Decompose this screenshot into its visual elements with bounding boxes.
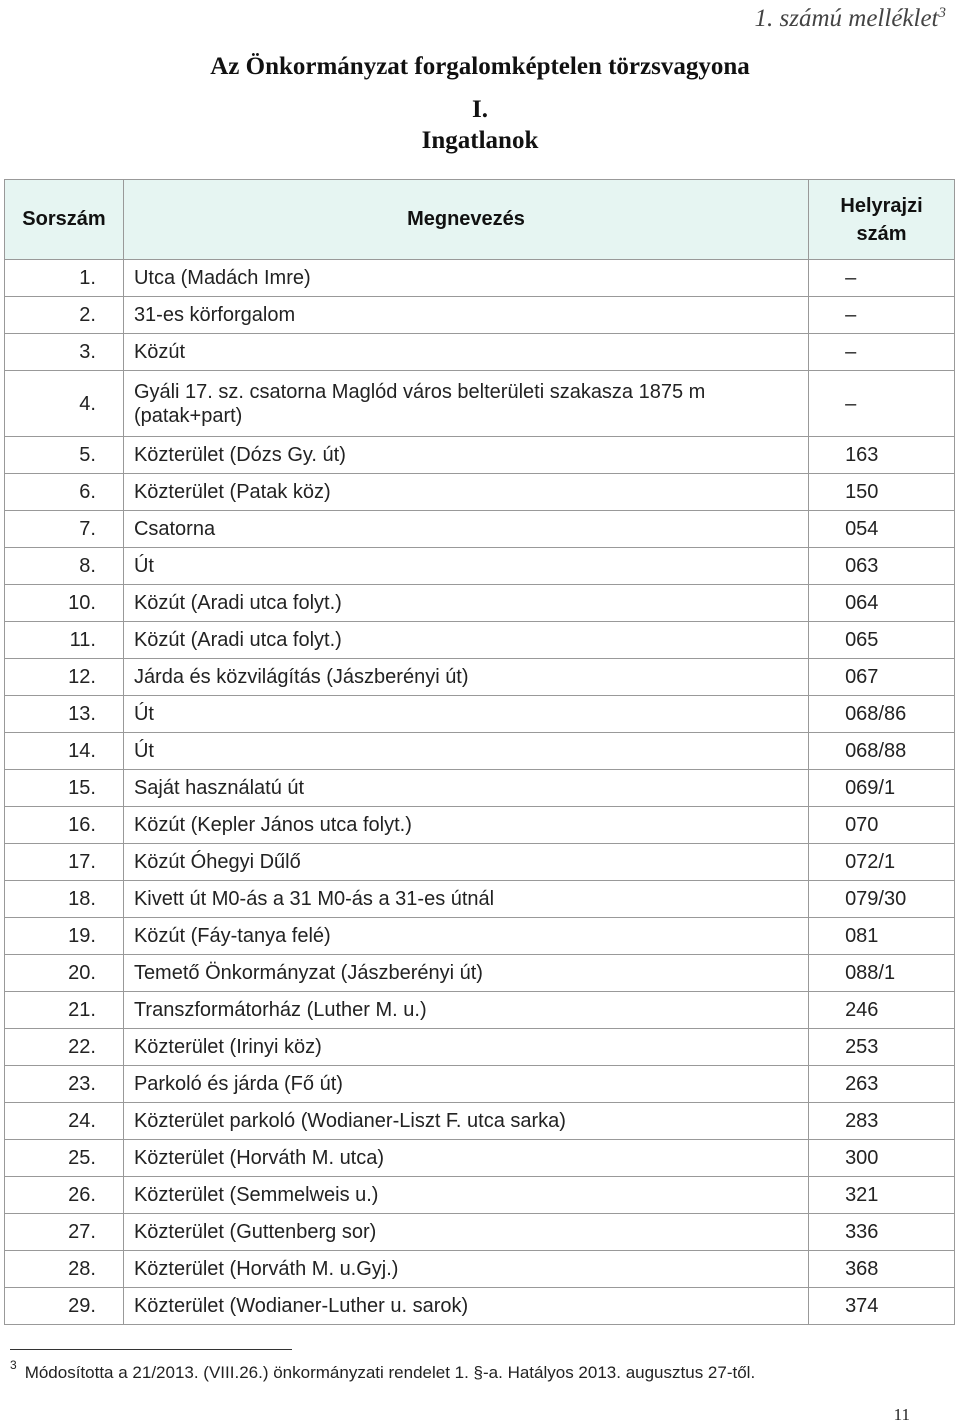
row-number: 12. xyxy=(5,659,124,696)
table-row xyxy=(5,1214,955,1251)
row-name: Közterület (Irinyi köz) xyxy=(123,1029,808,1066)
row-number: 24. xyxy=(5,1103,124,1140)
row-hrsz: 068/88 xyxy=(809,733,955,770)
row-number: 19. xyxy=(5,918,124,955)
row-hrsz: 374 xyxy=(809,1288,955,1325)
row-hrsz: 068/86 xyxy=(809,696,955,733)
row-hrsz: 054 xyxy=(809,511,955,548)
row-name: Közterület parkoló (Wodianer-Liszt F. utca sarka) xyxy=(123,1103,808,1140)
table-row xyxy=(5,334,955,371)
row-name: Saját használatú út xyxy=(123,770,808,807)
row-name: Közút Óhegyi Dűlő xyxy=(123,844,808,881)
row-name: Közterület (Guttenberg sor) xyxy=(123,1214,808,1251)
row-name-line2: (patak+part) xyxy=(133,404,243,427)
row-hrsz: 336 xyxy=(809,1214,955,1251)
row-hrsz: – xyxy=(809,371,955,437)
row-name: Közterület (Dózs Gy. út) xyxy=(123,437,808,474)
row-name: Parkoló és járda (Fő út) xyxy=(123,1066,808,1103)
row-number: 21. xyxy=(5,992,124,1029)
row-number: 14. xyxy=(5,733,124,770)
table-row xyxy=(5,1288,955,1325)
row-hrsz: 300 xyxy=(809,1140,955,1177)
row-number: 3. xyxy=(5,334,124,371)
row-number: 22. xyxy=(5,1029,124,1066)
row-hrsz: 088/1 xyxy=(809,955,955,992)
footnote-text: Módosította a 21/2013. (VIII.26.) önkormányzati rendelet 1. §-a. Hatályos 2013. augusztus 27-től. xyxy=(24,1363,756,1382)
row-name: Közút (Kepler János utca folyt.) xyxy=(123,807,808,844)
row-hrsz: 253 xyxy=(809,1029,955,1066)
table-header-row xyxy=(5,180,955,260)
row-hrsz: 368 xyxy=(809,1251,955,1288)
row-number: 16. xyxy=(5,807,124,844)
row-number: 17. xyxy=(5,844,124,881)
header-name: Megnevezés xyxy=(123,180,808,260)
table-row xyxy=(5,297,955,334)
table-row xyxy=(5,371,955,437)
row-name: Közterület (Semmelweis u.) xyxy=(123,1177,808,1214)
table-row xyxy=(5,1140,955,1177)
row-number: 13. xyxy=(5,696,124,733)
table-row xyxy=(5,733,955,770)
table-row xyxy=(5,844,955,881)
row-hrsz: 321 xyxy=(809,1177,955,1214)
row-name: Temető Önkormányzat (Jászberényi út) xyxy=(123,955,808,992)
table-row xyxy=(5,1029,955,1066)
row-name: Csatorna xyxy=(123,511,808,548)
row-number: 11. xyxy=(5,622,124,659)
row-number: 25. xyxy=(5,1140,124,1177)
row-hrsz: 246 xyxy=(809,992,955,1029)
table-row xyxy=(5,437,955,474)
row-name: Transzformátorház (Luther M. u.) xyxy=(123,992,808,1029)
table-row xyxy=(5,918,955,955)
table-row xyxy=(5,260,955,297)
table-row xyxy=(5,881,955,918)
row-hrsz: 081 xyxy=(809,918,955,955)
row-number: 18. xyxy=(5,881,124,918)
row-name: Út xyxy=(123,696,808,733)
row-name: Közterület (Horváth M. utca) xyxy=(123,1140,808,1177)
row-number: 23. xyxy=(5,1066,124,1103)
assets-table xyxy=(4,179,955,1325)
header-hrsz-line2: szám xyxy=(856,222,907,245)
table-row xyxy=(5,955,955,992)
row-name: Út xyxy=(123,733,808,770)
footnote xyxy=(10,1358,755,1383)
page-number: 11 xyxy=(893,1405,910,1424)
row-number: 2. xyxy=(5,297,124,334)
row-name: Közterület (Horváth M. u.Gyj.) xyxy=(123,1251,808,1288)
table-row xyxy=(5,992,955,1029)
row-name: Utca (Madách Imre) xyxy=(123,260,808,297)
row-hrsz: 079/30 xyxy=(809,881,955,918)
header-num: Sorszám xyxy=(5,180,124,260)
row-name: Közút xyxy=(123,334,808,371)
row-name xyxy=(123,371,808,437)
annex-label xyxy=(755,0,946,32)
row-hrsz: 283 xyxy=(809,1103,955,1140)
row-number: 4. xyxy=(5,371,124,437)
annex-label-text: 1. számú melléklet xyxy=(754,5,939,32)
row-number: 1. xyxy=(5,260,124,297)
footnote-marker: 3 xyxy=(10,1358,17,1372)
table-row xyxy=(5,1177,955,1214)
row-hrsz: 067 xyxy=(809,659,955,696)
row-name: Közút (Aradi utca folyt.) xyxy=(123,585,808,622)
row-number: 7. xyxy=(5,511,124,548)
table-row xyxy=(5,548,955,585)
row-hrsz: 163 xyxy=(809,437,955,474)
row-number: 10. xyxy=(5,585,124,622)
row-name-line1: Gyáli 17. sz. csatorna Maglód város belterületi szakasza 1875 m xyxy=(133,380,706,403)
table-row xyxy=(5,1103,955,1140)
table-row xyxy=(5,1251,955,1288)
table-row xyxy=(5,807,955,844)
section-number: I. xyxy=(472,96,488,123)
document-title: Az Önkormányzat forgalomképtelen törzsvagyona xyxy=(210,53,750,80)
row-hrsz: 064 xyxy=(809,585,955,622)
annex-footnote-ref: 3 xyxy=(938,5,946,21)
table-row xyxy=(5,474,955,511)
row-hrsz: 063 xyxy=(809,548,955,585)
row-number: 15. xyxy=(5,770,124,807)
row-number: 8. xyxy=(5,548,124,585)
row-hrsz: 263 xyxy=(809,1066,955,1103)
table-row xyxy=(5,1066,955,1103)
row-hrsz: 072/1 xyxy=(809,844,955,881)
row-number: 27. xyxy=(5,1214,124,1251)
row-hrsz: 069/1 xyxy=(809,770,955,807)
row-number: 20. xyxy=(5,955,124,992)
row-name: Út xyxy=(123,548,808,585)
row-hrsz: 070 xyxy=(809,807,955,844)
row-name: Közterület (Patak köz) xyxy=(123,474,808,511)
row-number: 26. xyxy=(5,1177,124,1214)
header-hrsz xyxy=(809,180,955,260)
table-row xyxy=(5,585,955,622)
row-number: 5. xyxy=(5,437,124,474)
row-hrsz: – xyxy=(809,334,955,371)
row-number: 28. xyxy=(5,1251,124,1288)
row-number: 6. xyxy=(5,474,124,511)
footnote-separator xyxy=(10,1349,292,1350)
row-name: Járda és közvilágítás (Jászberényi út) xyxy=(123,659,808,696)
section-title: Ingatlanok xyxy=(421,127,539,154)
row-name: Közút (Fáy-tanya felé) xyxy=(123,918,808,955)
table-row xyxy=(5,770,955,807)
row-number: 29. xyxy=(5,1288,124,1325)
row-hrsz: – xyxy=(809,297,955,334)
row-name: Közút (Aradi utca folyt.) xyxy=(123,622,808,659)
row-name: Közterület (Wodianer-Luther u. sarok) xyxy=(123,1288,808,1325)
row-hrsz: – xyxy=(809,260,955,297)
table-row xyxy=(5,659,955,696)
header-hrsz-line1: Helyrajzi xyxy=(840,194,923,217)
row-name: Kivett út M0-ás a 31 M0-ás a 31-es útnál xyxy=(123,881,808,918)
table-row xyxy=(5,622,955,659)
row-hrsz: 065 xyxy=(809,622,955,659)
table-row xyxy=(5,511,955,548)
row-hrsz: 150 xyxy=(809,474,955,511)
row-name: 31-es körforgalom xyxy=(123,297,808,334)
table-row xyxy=(5,696,955,733)
